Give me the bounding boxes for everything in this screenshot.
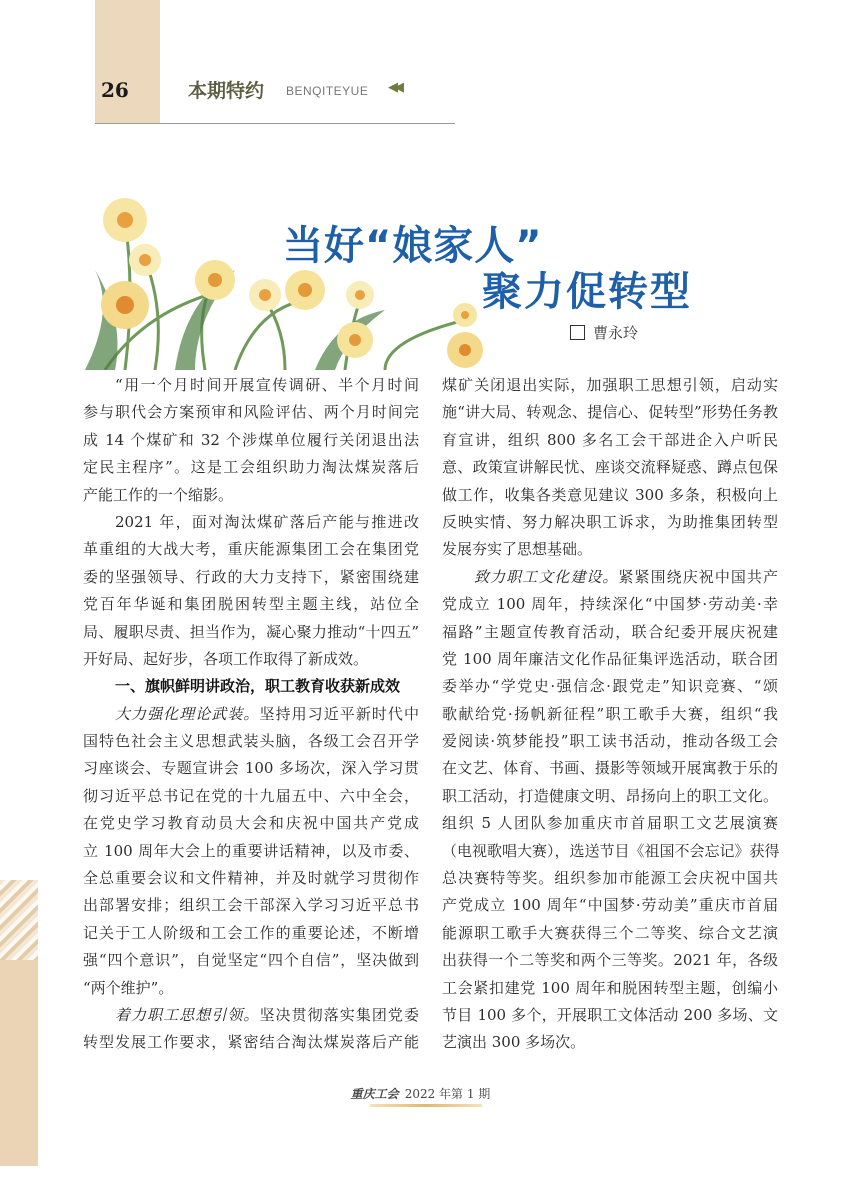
- article-column-left: [83, 372, 419, 1057]
- article-column-right: [442, 372, 778, 1057]
- text-line: [83, 810, 419, 837]
- text-line: [83, 646, 419, 673]
- line-text: 习座谈会、专题宣讲会 100 多场次，深入学习贯: [83, 759, 419, 778]
- line-text: 党 100 周年廉洁文化作品征集评选活动，联合团: [442, 649, 778, 668]
- text-line: [83, 892, 419, 919]
- text-line: [442, 920, 778, 947]
- text-line: [83, 975, 419, 1002]
- text-line: [442, 865, 778, 892]
- text-line: [83, 783, 419, 810]
- line-text: 工会紧扣建党 100 周年和脱困转型主题，创编小: [442, 978, 778, 997]
- line-text: 记关于工人阶级和工会工作的重要论述，不断增: [83, 923, 419, 942]
- line-text: 反映实情、努力解决职工诉求，为助推集团转型: [442, 512, 778, 531]
- text-line: [83, 920, 419, 947]
- line-text: 强“四个意识”，自觉坚定“四个自信”，坚决做到: [83, 951, 419, 970]
- author: [570, 322, 638, 343]
- text-line: [83, 865, 419, 892]
- line-text: 总决赛特等奖。组织参加市能源工会庆祝中国共: [442, 869, 778, 888]
- lead-phrase: 致力职工文化建设。: [474, 567, 619, 586]
- line-text: 一、旗帜鲜明讲政治，职工教育收获新成效: [115, 677, 401, 696]
- text-line: [83, 591, 419, 618]
- line-text: 局、履职尽责、担当作为，凝心聚力推动“十四五”: [83, 622, 419, 641]
- line-text: 歌献给党·扬帆新征程”职工歌手大赛，组织“我: [442, 704, 778, 723]
- line-text: 施“讲大局、转观念、提信心、促转型”形势任务教: [442, 403, 778, 422]
- text-line: [442, 810, 778, 837]
- text-line: [442, 564, 778, 591]
- line-text: 发展夯实了思想基础。: [442, 540, 593, 559]
- magazine-name: 重庆工会: [350, 1087, 399, 1101]
- text-line: [442, 728, 778, 755]
- line-text: 转型发展工作要求，紧密结合淘汰煤炭落后产能: [83, 1033, 419, 1052]
- line-text: （电视歌唱大赛），选送节目《祖国不会忘记》获得: [442, 841, 780, 860]
- line-text: “用一个月时间开展宣传调研、半个月时间: [115, 376, 419, 394]
- section-heading: [83, 673, 419, 700]
- line-text: 组织 5 人团队参加重庆市首届职工文艺展演赛: [442, 814, 778, 833]
- text-line: [442, 838, 778, 865]
- line-text: 立 100 周年大会上的重要讲话精神，以及市委、: [83, 841, 419, 860]
- line-text: 育宣讲，组织 800 多名工会干部进企入户听民: [442, 430, 778, 449]
- line-text: 参与职代会方案预审和风险评估、两个月时间完: [83, 403, 419, 422]
- line-text: 艺演出 300 多场次。: [442, 1033, 586, 1052]
- text-line: [83, 536, 419, 563]
- text-line: [442, 1029, 778, 1056]
- text-line: [83, 755, 419, 782]
- line-text: 职工活动，打造健康文明、昂扬向上的职工文化。: [442, 786, 778, 805]
- text-line: [442, 701, 778, 728]
- text-line: [442, 755, 778, 782]
- text-line: [83, 454, 419, 481]
- text-line: [442, 591, 778, 618]
- text-line: [442, 975, 778, 1002]
- line-text: 意、政策宣讲解民忧、座谈交流释疑惑、蹲点包保: [442, 458, 778, 477]
- line-text: 在文艺、体育、书画、摄影等领域开展寓教于乐的: [442, 759, 778, 778]
- footer: [0, 1085, 841, 1102]
- text-line: [83, 509, 419, 536]
- line-text: 成 14 个煤矿和 32 个涉煤单位履行关闭退出法: [83, 430, 419, 449]
- line-text: 在党史学习教育动员大会和庆祝中国共产党成: [83, 814, 419, 833]
- section-title-en: BENQITEYUE: [286, 84, 369, 98]
- issue-number: 2022 年第 1 期: [404, 1087, 491, 1101]
- line-text: 煤矿关闭退出实际，加强职工思想引领，启动实: [442, 376, 778, 394]
- text-line: [83, 482, 419, 509]
- text-line: [442, 619, 778, 646]
- text-line: [442, 646, 778, 673]
- line-text: 开好局、起好步，各项工作取得了新成效。: [83, 649, 369, 668]
- text-line: [83, 728, 419, 755]
- article-title-line2: 聚力促转型: [482, 269, 692, 315]
- line-text: 国特色社会主义思想武装头脑，各级工会召开学: [83, 732, 419, 751]
- line-text: 福路”主题宣传教育活动，联合纪委开展庆祝建: [442, 622, 778, 641]
- text-line: [442, 509, 778, 536]
- text-line: [442, 673, 778, 700]
- line-text: 党成立 100 周年，持续深化“中国梦·劳动美·幸: [442, 595, 778, 614]
- line-text: 能源职工歌手大赛获得三个二等奖、综合文艺演: [442, 923, 778, 942]
- line-text: 做工作，收集各类意见建议 300 多条，积极向上: [442, 485, 778, 504]
- line-text: 出获得一个二等奖和两个三等奖。2021 年，各级: [442, 951, 778, 970]
- text-line: [442, 783, 778, 810]
- text-line: [83, 564, 419, 591]
- line-text: 紧紧围绕庆祝中国共产: [618, 567, 778, 586]
- line-text: 出部署安排；组织工会干部深入学习习近平总书: [83, 896, 419, 915]
- text-line: [83, 399, 419, 426]
- square-icon: [570, 325, 585, 340]
- text-line: [442, 536, 778, 563]
- text-line: [442, 399, 778, 426]
- line-text: 爱阅读·筑梦能投”职工读书活动，推动各级工会: [442, 732, 778, 751]
- line-text: 产能工作的一个缩影。: [83, 485, 234, 504]
- section-title: 本期特约: [188, 80, 265, 102]
- decorative-stripes: [0, 880, 38, 960]
- text-line: [442, 427, 778, 454]
- article-title-line1: 当好“娘家人”: [283, 223, 543, 269]
- line-text: 坚决贯彻落实集团党委: [259, 1005, 419, 1024]
- line-text: 党百年华诞和集团脱困转型主题主线，站位全: [83, 595, 419, 614]
- text-line: [83, 838, 419, 865]
- line-text: 革重组的大战大考，重庆能源集团工会在集团党: [83, 540, 419, 559]
- line-text: 委举办“学党史·强信念·跟党走”知识竞赛、“颂: [442, 677, 778, 696]
- text-line: [442, 372, 778, 399]
- double-left-arrow-icon: ◀◀: [388, 80, 400, 95]
- line-text: 2021 年，面对淘汰煤矿落后产能与推进改: [115, 512, 419, 531]
- text-line: [83, 372, 419, 399]
- text-line: [442, 482, 778, 509]
- line-text: 彻习近平总书记在党的十九届五中、六中全会，: [83, 786, 419, 805]
- text-line: [442, 1002, 778, 1029]
- line-text: 节目 100 多个，开展职工文体活动 200 多场、文: [442, 1005, 778, 1024]
- header-tab: [95, 0, 160, 124]
- text-line: [83, 701, 419, 728]
- line-text: 定民主程序”。这是工会组织助力淘汰煤炭落后: [83, 458, 419, 477]
- line-text: 坚持用习近平新时代中: [259, 704, 419, 723]
- line-text: 全总重要会议和文件精神，并及时就学习贯彻作: [83, 869, 419, 888]
- text-line: [442, 947, 778, 974]
- text-line: [83, 427, 419, 454]
- text-line: [83, 1002, 419, 1029]
- text-line: [83, 1029, 419, 1056]
- lead-phrase: 着力职工思想引领。: [115, 1005, 260, 1024]
- header-divider: [95, 123, 455, 124]
- line-text: 产党成立 100 周年“中国梦·劳动美”重庆市首届: [442, 896, 778, 915]
- page-number: 26: [101, 78, 129, 102]
- footer-underline: [370, 1104, 482, 1107]
- text-line: [83, 619, 419, 646]
- text-line: [442, 892, 778, 919]
- text-line: [442, 454, 778, 481]
- lead-phrase: 大力强化理论武装。: [115, 704, 260, 723]
- line-text: “两个维护”。: [83, 978, 174, 997]
- author-name: 曹永玲: [593, 324, 639, 342]
- text-line: [83, 947, 419, 974]
- line-text: 委的坚强领导、行政的大力支持下，紧密围绕建: [83, 567, 419, 586]
